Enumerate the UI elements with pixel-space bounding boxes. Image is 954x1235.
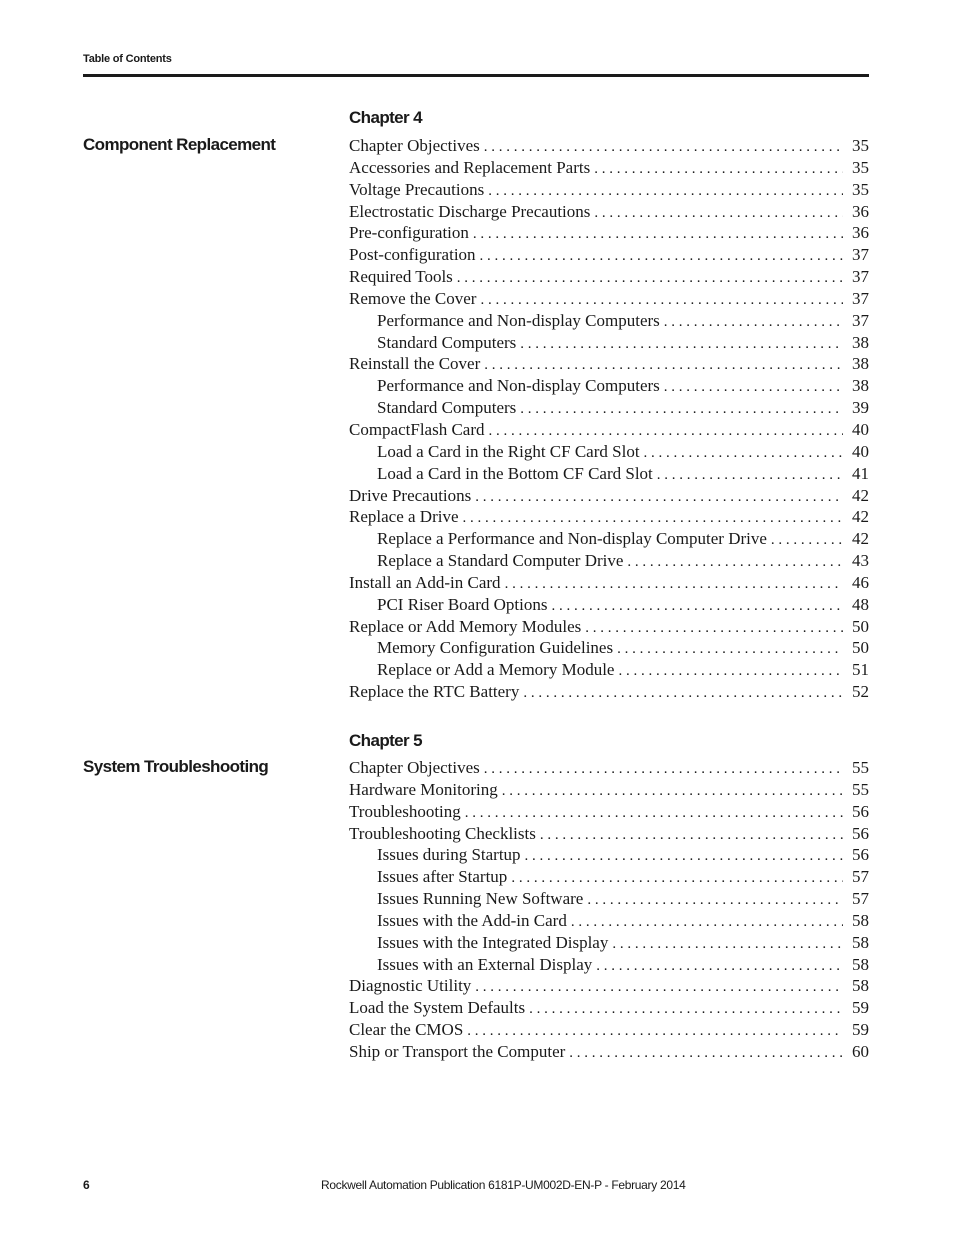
toc-entry-title: Pre-configuration — [349, 223, 469, 243]
toc-entry[interactable] — [349, 1042, 869, 1064]
toc-entry-page: 57 — [852, 889, 869, 909]
dot-leader — [473, 226, 843, 243]
chapter-label: Chapter 4 — [349, 108, 423, 127]
dot-leader — [480, 248, 843, 265]
toc-entry[interactable] — [349, 486, 869, 508]
toc-entry[interactable] — [349, 933, 869, 955]
toc-entry-title: Issues with an External Display — [377, 954, 593, 974]
toc-entry[interactable] — [349, 867, 869, 889]
toc-entry-page: 58 — [852, 932, 869, 952]
toc-entry[interactable] — [349, 136, 869, 158]
toc-entry-title: Replace or Add Memory Modules — [349, 616, 582, 636]
toc-entry[interactable] — [349, 638, 869, 660]
toc-entry[interactable] — [349, 573, 869, 595]
toc-entry[interactable] — [349, 223, 869, 245]
dot-leader — [551, 598, 843, 615]
chapter-label: Chapter 5 — [349, 731, 423, 750]
toc-entry[interactable] — [349, 245, 869, 267]
toc-entry[interactable] — [349, 289, 869, 311]
section-title: Component Replacement — [83, 135, 276, 154]
toc-entry-page: 50 — [852, 638, 869, 658]
dot-leader — [480, 292, 843, 309]
dot-leader — [617, 641, 843, 658]
toc-entry-page: 38 — [852, 332, 869, 352]
toc-entry-page: 35 — [852, 179, 869, 199]
toc-entry[interactable] — [349, 976, 869, 998]
toc-entry-page: 59 — [852, 1020, 869, 1040]
toc-entry-title: Reinstall the Cover — [349, 354, 481, 374]
toc-entry-title: Install an Add-in Card — [349, 572, 501, 592]
dot-leader — [529, 1001, 843, 1018]
dot-leader — [644, 445, 843, 462]
toc-entry-title: Replace the RTC Battery — [349, 682, 520, 702]
toc-entry-page: 35 — [852, 136, 869, 155]
toc-entry-page: 42 — [852, 529, 869, 549]
toc-entry-page: 46 — [852, 572, 869, 592]
toc-entry[interactable] — [349, 398, 869, 420]
dot-leader — [484, 761, 843, 778]
toc-entry-page: 55 — [852, 758, 869, 777]
toc-entry-title: Issues with the Integrated Display — [377, 932, 609, 952]
toc-entry-title: Replace or Add a Memory Module — [377, 660, 615, 680]
toc-entry-title: Troubleshooting — [349, 801, 461, 821]
toc-entry-title: Troubleshooting Checklists — [349, 823, 536, 843]
dot-leader — [596, 958, 843, 975]
toc-entry[interactable] — [349, 464, 869, 486]
dot-leader — [540, 827, 843, 844]
header-rule — [83, 74, 869, 77]
toc-entry[interactable] — [349, 911, 869, 933]
toc-entry[interactable] — [349, 420, 869, 442]
dot-leader — [771, 532, 843, 549]
dot-leader — [475, 489, 843, 506]
dot-leader — [489, 423, 843, 440]
toc-entry[interactable] — [349, 682, 869, 704]
toc-entry-title: Issues during Startup — [377, 845, 521, 865]
toc-entry[interactable] — [349, 333, 869, 355]
dot-leader — [627, 554, 843, 571]
toc-entry-title: PCI Riser Board Options — [377, 594, 548, 614]
toc-entry[interactable] — [349, 202, 869, 224]
toc-entry[interactable] — [349, 267, 869, 289]
toc-entry[interactable] — [349, 551, 869, 573]
toc-entry-page: 39 — [852, 398, 869, 418]
dot-leader — [488, 183, 843, 200]
toc-entry-page: 35 — [852, 157, 869, 177]
toc-entry-page: 37 — [852, 310, 869, 330]
dot-leader — [484, 139, 843, 156]
toc-entry-title: Chapter Objectives — [349, 136, 480, 155]
toc-entry[interactable] — [349, 780, 869, 802]
toc-entry[interactable] — [349, 617, 869, 639]
dot-leader — [502, 783, 843, 800]
toc-entry-title: Replace a Standard Computer Drive — [377, 551, 624, 571]
toc-entry-page: 58 — [852, 954, 869, 974]
toc-entry-title: Chapter Objectives — [349, 758, 480, 777]
section-title: System Troubleshooting — [83, 757, 269, 776]
toc-entry[interactable] — [349, 595, 869, 617]
toc-entry-page: 42 — [852, 507, 869, 527]
toc-entry-page: 40 — [852, 441, 869, 461]
toc-entry[interactable] — [349, 758, 869, 780]
toc-entry-title: Remove the Cover — [349, 288, 477, 308]
page-number: 6 — [83, 1178, 90, 1192]
toc-entry[interactable] — [349, 824, 869, 846]
dot-leader — [467, 1023, 843, 1040]
toc-entry-page: 37 — [852, 245, 869, 265]
dot-leader — [511, 870, 843, 887]
toc-entry-title: Drive Precautions — [349, 485, 472, 505]
toc-entry-page: 36 — [852, 223, 869, 243]
toc-entry[interactable] — [349, 889, 869, 911]
toc-entry[interactable] — [349, 311, 869, 333]
dot-leader — [571, 914, 843, 931]
toc-entry-page: 58 — [852, 976, 869, 996]
toc-entry-title: CompactFlash Card — [349, 419, 485, 439]
toc-entry-title: Diagnostic Utility — [349, 976, 472, 996]
toc-entry-title: Standard Computers — [377, 398, 517, 418]
toc-entry-title: Required Tools — [349, 267, 453, 287]
toc-entry-page: 42 — [852, 485, 869, 505]
publication-footer: Rockwell Automation Publication 6181P-UM002D-EN-P - February 2014 — [321, 1178, 686, 1192]
toc-entry-title: Post-configuration — [349, 245, 476, 265]
toc-list — [349, 758, 869, 1064]
toc-entry[interactable] — [349, 354, 869, 376]
toc-entry-page: 57 — [852, 867, 869, 887]
toc-entry-title: Load the System Defaults — [349, 998, 526, 1018]
toc-entry-page: 51 — [852, 660, 869, 680]
toc-entry-title: Performance and Non-display Computers — [377, 376, 660, 396]
toc-entry-title: Issues with the Add-in Card — [377, 910, 567, 930]
dot-leader — [664, 379, 843, 396]
dot-leader — [520, 336, 843, 353]
toc-entry-page: 38 — [852, 354, 869, 374]
toc-entry-page: 40 — [852, 419, 869, 439]
toc-entry-page: 56 — [852, 823, 869, 843]
toc-entry-title: Clear the CMOS — [349, 1020, 464, 1040]
toc-entry-page: 59 — [852, 998, 869, 1018]
toc-entry-title: Issues Running New Software — [377, 889, 584, 909]
toc-entry[interactable] — [349, 507, 869, 529]
toc-list — [349, 136, 869, 704]
dot-leader — [587, 892, 843, 909]
toc-entry-title: Replace a Drive — [349, 507, 459, 527]
dot-leader — [657, 467, 843, 484]
dot-leader — [612, 936, 843, 953]
toc-entry-page: 50 — [852, 616, 869, 636]
dot-leader — [484, 357, 843, 374]
dot-leader — [523, 685, 843, 702]
toc-entry[interactable] — [349, 180, 869, 202]
toc-entry-page: 37 — [852, 267, 869, 287]
toc-entry-page: 37 — [852, 288, 869, 308]
toc-entry[interactable] — [349, 529, 869, 551]
toc-entry[interactable] — [349, 845, 869, 867]
toc-entry-page: 58 — [852, 910, 869, 930]
toc-entry-title: Accessories and Replacement Parts — [349, 157, 591, 177]
toc-entry-title: Standard Computers — [377, 332, 517, 352]
toc-entry-page: 52 — [852, 682, 869, 702]
toc-entry-title: Issues after Startup — [377, 867, 508, 887]
toc-entry-page: 60 — [852, 1041, 869, 1061]
dot-leader — [594, 205, 843, 222]
toc-entry-page: 38 — [852, 376, 869, 396]
toc-entry-title: Electrostatic Discharge Precautions — [349, 201, 591, 221]
toc-entry[interactable] — [349, 376, 869, 398]
toc-entry[interactable] — [349, 442, 869, 464]
toc-entry-title: Replace a Performance and Non-display Computer Drive — [377, 529, 767, 549]
dot-leader — [664, 314, 843, 331]
dot-leader — [465, 805, 843, 822]
toc-entry-title: Load a Card in the Bottom CF Card Slot — [377, 463, 653, 483]
toc-entry[interactable] — [349, 802, 869, 824]
toc-entry-title: Voltage Precautions — [349, 179, 485, 199]
dot-leader — [585, 620, 843, 637]
toc-entry-title: Memory Configuration Guidelines — [377, 638, 614, 658]
dot-leader — [475, 979, 843, 996]
toc-entry-title: Hardware Monitoring — [349, 779, 498, 799]
dot-leader — [594, 161, 843, 178]
toc-entry-page: 55 — [852, 779, 869, 799]
toc-entry-title: Performance and Non-display Computers — [377, 310, 660, 330]
toc-entry-page: 48 — [852, 594, 869, 614]
toc-entry[interactable] — [349, 998, 869, 1020]
dot-leader — [569, 1045, 843, 1062]
dot-leader — [525, 848, 843, 865]
toc-entry[interactable] — [349, 1020, 869, 1042]
toc-entry[interactable] — [349, 660, 869, 682]
toc-entry-page: 36 — [852, 201, 869, 221]
toc-entry-title: Ship or Transport the Computer — [349, 1041, 566, 1061]
toc-entry[interactable] — [349, 158, 869, 180]
toc-entry-page: 56 — [852, 801, 869, 821]
dot-leader — [520, 401, 843, 418]
toc-entry-page: 41 — [852, 463, 869, 483]
toc-entry-title: Load a Card in the Right CF Card Slot — [377, 441, 640, 461]
dot-leader — [505, 576, 843, 593]
toc-entry-page: 56 — [852, 845, 869, 865]
dot-leader — [618, 663, 843, 680]
toc-entry-page: 43 — [852, 551, 869, 571]
running-header: Table of Contents — [83, 53, 172, 65]
dot-leader — [457, 270, 843, 287]
dot-leader — [463, 510, 844, 527]
toc-entry[interactable] — [349, 955, 869, 977]
